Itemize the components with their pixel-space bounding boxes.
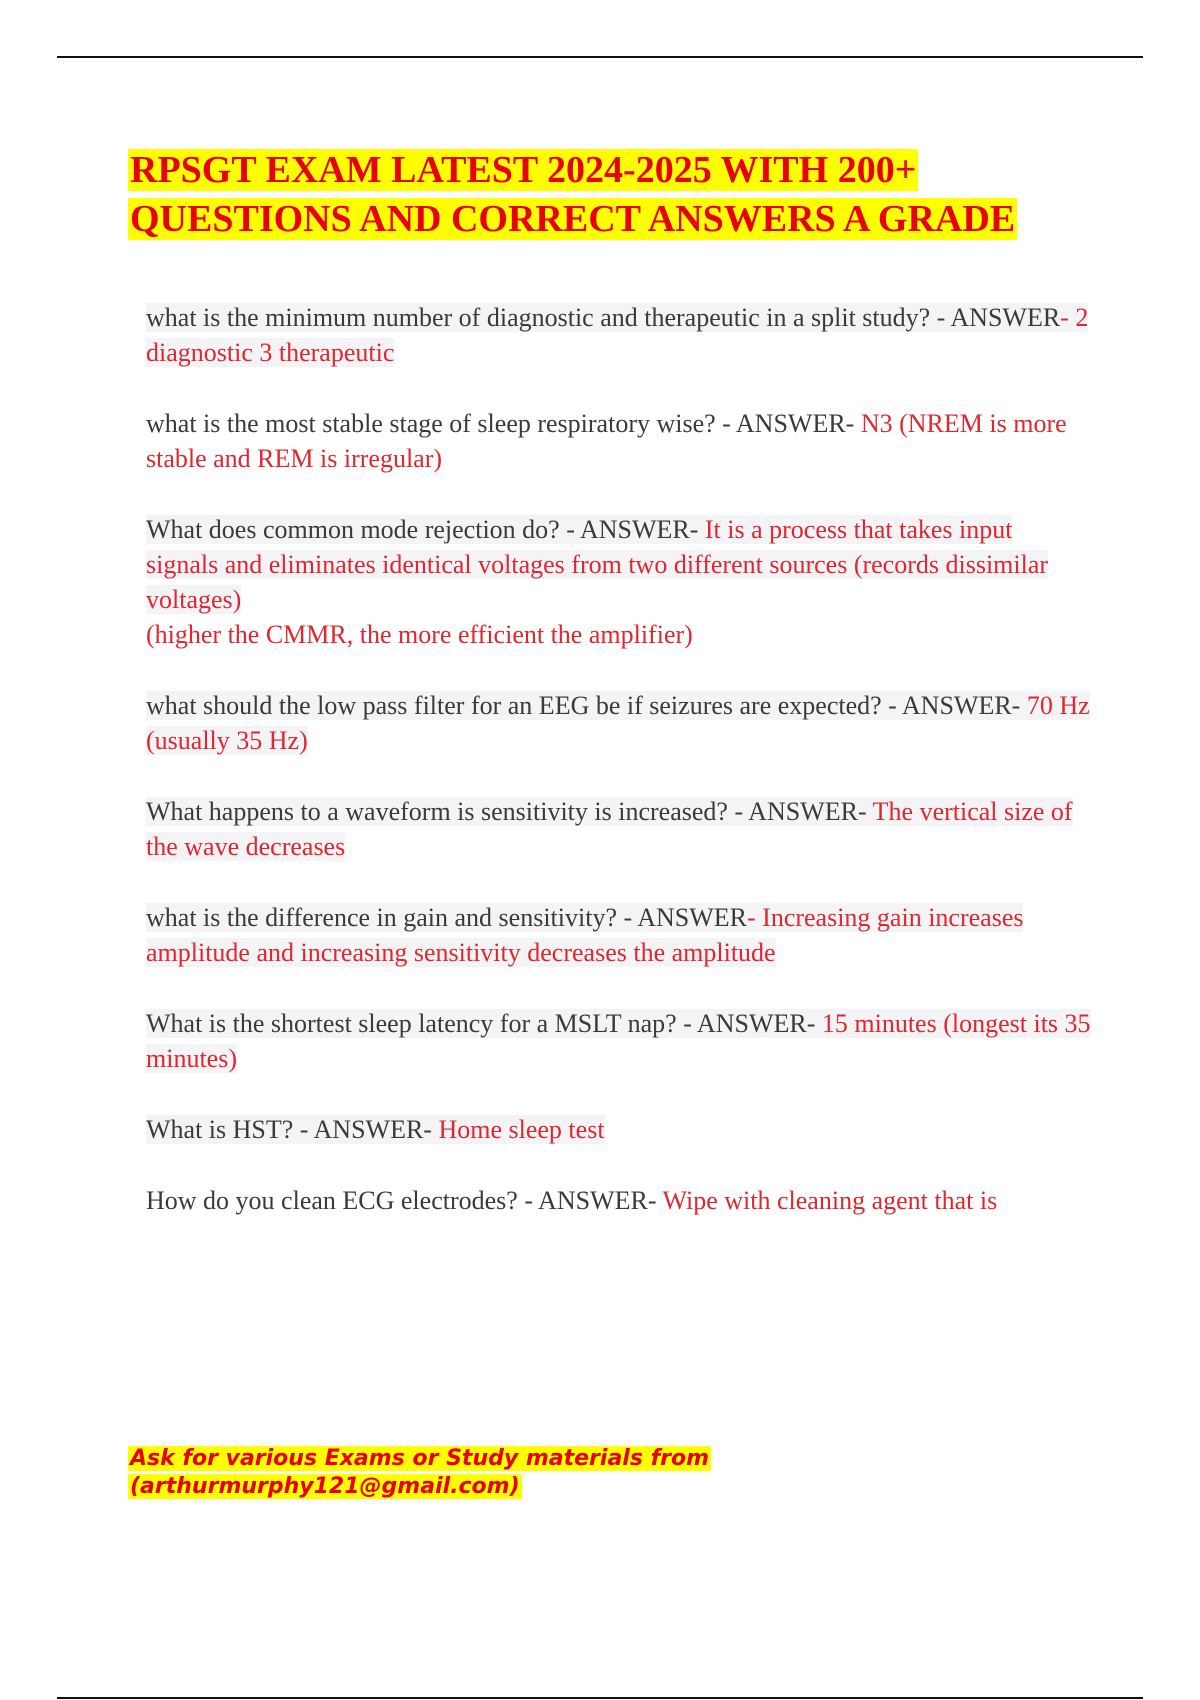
answer-text: The vertical size of the wave decreases: [146, 797, 1073, 861]
contact-note-line-1: Ask for various Exams or Study materials from: [130, 1446, 710, 1471]
question-text: What is HST? - ANSWER-: [146, 1115, 439, 1144]
answer-text: 15 minutes (longest its 35 minutes): [146, 1009, 1091, 1073]
question-text: what is the minimum number of diagnostic and therapeutic in a split study? - ANSWER: [146, 303, 1061, 332]
answer-text: Home sleep test: [438, 1115, 605, 1144]
question-text: what should the low pass filter for an EEG be if seizures are expected? - ANSWER-: [146, 691, 1027, 720]
answer-text: It is a process that takes input signals and eliminates identical voltages from two different sources (records dissimilar voltages): [146, 515, 1049, 614]
contact-note: [128, 1445, 711, 1501]
qa-item: [146, 1183, 1091, 1218]
qa-item: [146, 1006, 1091, 1076]
qa-item: [146, 300, 1091, 370]
page-title: [128, 146, 1128, 244]
title-line-2: QUESTIONS AND CORRECT ANSWERS A GRADE: [130, 198, 1016, 240]
answer-text: Wipe with cleaning agent that is: [662, 1186, 998, 1215]
question-text: How do you clean ECG electrodes? - ANSWER-: [146, 1186, 663, 1215]
answer-text: - 2 diagnostic 3 therapeutic: [146, 303, 1089, 367]
qa-item: [146, 406, 1091, 476]
answer-text: 70 Hz (usually 35 Hz): [146, 691, 1090, 755]
answer-text: N3 (NREM is more stable and REM is irregular): [146, 409, 1067, 473]
question-text: What does common mode rejection do? - ANSWER-: [146, 515, 705, 544]
qa-item: [146, 512, 1091, 652]
qa-item: [146, 1112, 1091, 1147]
answer-text: - Increasing gain increases amplitude and increasing sensitivity decreases the amplitude: [146, 903, 1024, 967]
top-rule: [57, 56, 1143, 58]
bottom-rule: [57, 1697, 1143, 1699]
answer-note: (higher the CMMR, the more efficient the amplifier): [146, 620, 693, 649]
qa-item: [146, 900, 1091, 970]
title-line-1: RPSGT EXAM LATEST 2024-2025 WITH 200+: [130, 149, 917, 191]
question-text: what is the difference in gain and sensitivity? - ANSWER: [146, 903, 747, 932]
question-list: [146, 300, 1091, 1218]
qa-item: [146, 794, 1091, 864]
question-text: What happens to a waveform is sensitivity is increased? - ANSWER-: [146, 797, 873, 826]
contact-email: (arthurmurphy121@gmail.com): [130, 1474, 520, 1499]
question-text: What is the shortest sleep latency for a MSLT nap? - ANSWER-: [146, 1009, 822, 1038]
question-text: what is the most stable stage of sleep respiratory wise? - ANSWER-: [146, 409, 861, 438]
qa-item: [146, 688, 1091, 758]
